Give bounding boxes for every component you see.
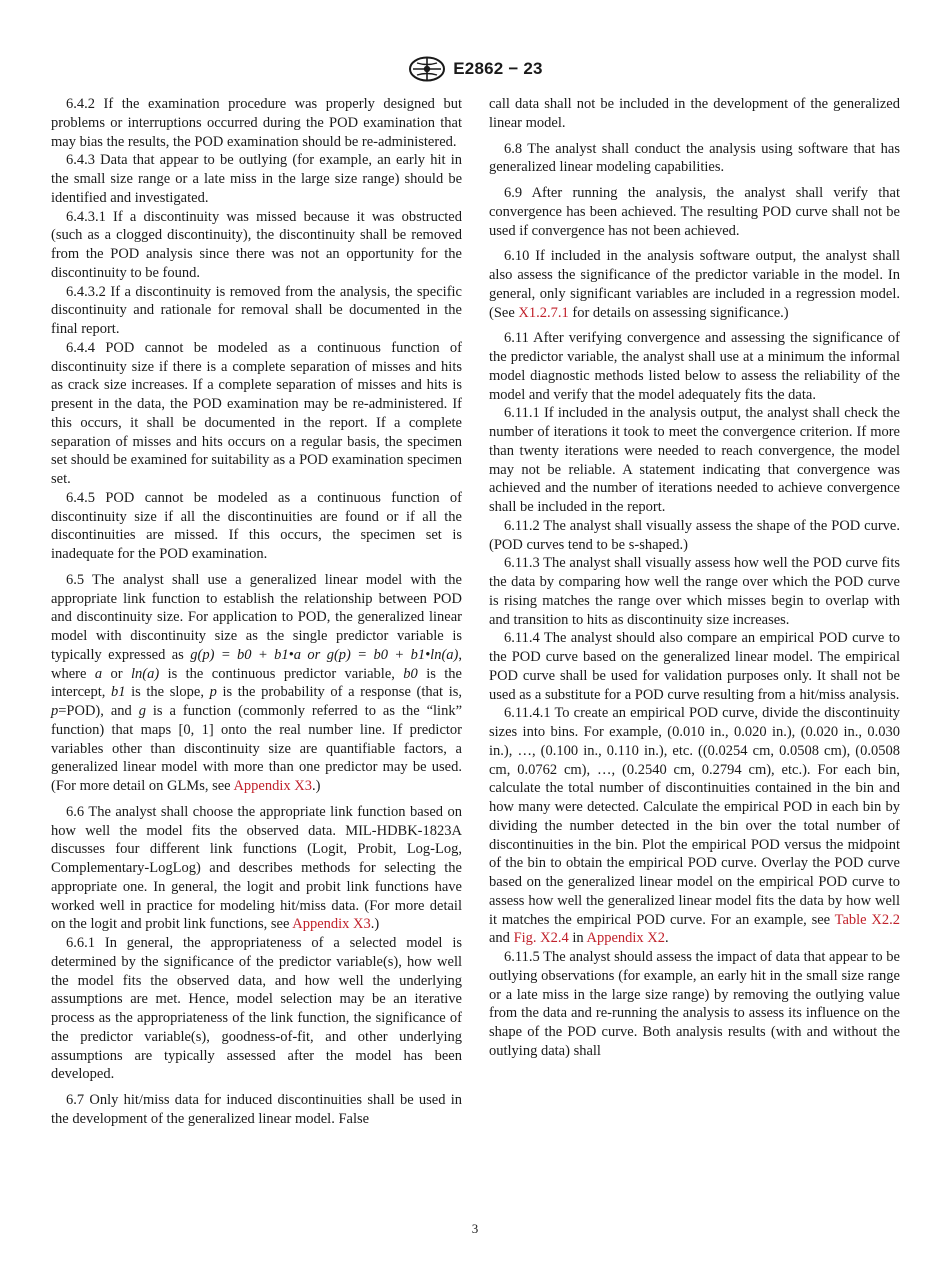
section-6-6: 6.6 The analyst shall choose the appropriate link function based on how well the model fits the observed data. MIL-HDBK-1823A discusses four different link functions (Logit, Probit, Log-Log, Complementary-LogLog) and describes methods for selecting the appropriate one. In general, the logit and probit link functions have worked well in practice for modeling hit/miss data. (For more detail on the logit and probit link functions, see Appendix X3.) [51,803,462,933]
section-6-11-4-1: 6.11.4.1 To create an empirical POD curve, divide the discontinuity sizes into bins. For example, (0.010 in., 0.020 in.), (0.020 in., 0.030 in.), …, (0.100 in., 0.110 in.), etc. ((0.0254 cm, 0.0508 cm), (0.0508 cm, 0.0762 cm), …, (0.2540 cm, 0.2794 cm), etc.). For each bin, calculate the total number of discontinuities contained in the bin and how many were detected. Calculate the empirical POD in each bin by dividing the number detected in the bin over the total number of discontinuities in the bin. Plot the empirical POD versus the midpoint of the bin to obtain the empirical POD curve. Overlay the POD curve based on the generalized linear model on the empirical POD curve to assess how well the generalized linear model fits the data by how well it matches the empirical POD curve. For an example, see Table X2.2 and Fig. X2.4 in Appendix X2. [489,705,900,947]
right-column [489,95,900,1061]
page-number: 3 [471,1221,479,1236]
section-6-11-4: 6.11.4 The analyst should also compare an empirical POD curve to the POD curve based on the generalized linear model. The empirical POD curve shall be used for validation purposes only. It shall not be used as a substitute for a POD curve resulting from a hit/miss analysis. [489,630,900,703]
section-6-11-1: 6.11.1 If included in the analysis output, the analyst shall check the number of iterations it took to meet the convergence criterion. If more than twenty iterations were needed to reach convergence, the model may not be reliable. A statement indicating that convergence was achieved and the number of iterations needed to achieve convergence shall be included in the report. [489,405,900,515]
section-6-11-5: 6.11.5 The analyst should assess the impact of data that appear to be outlying observations (for example, an early hit in the small size range or a late miss in the large size range) by removing the outlying value from the data and re-running the analysis to assess its influence on the shape of the POD curve. Both analysis results (with and without the outlying data) shall [489,949,900,1059]
appendix-x3-link[interactable]: Appendix X3 [292,916,371,933]
section-6-7-continued: call data shall not be included in the development of the generalized linear model. [489,96,900,131]
section-6-9: 6.9 After running the analysis, the analyst shall verify that convergence has been achieved. The resulting POD curve shall not be used if convergence has not been achieved. [489,185,900,239]
section-6-11-2: 6.11.2 The analyst shall visually assess the shape of the POD curve. (POD curves tend to be s-shaped.) [489,517,900,553]
section-6-4-4: 6.4.4 POD cannot be modeled as a continuous function of discontinuity size if there is a complete separation of misses and hits as crack size increases. If a complete separation of misses and hits is present in the data, the POD examination may be re-administered. If this occurs, it shall be documented in the report. If a complete separation of misses and hits occurs on a regular basis, the specimen set should be examined for suitability as a POD examination specimen set. [51,339,462,487]
section-6-4-3-2: 6.4.3.2 If a discontinuity is removed from the analysis, the specific discontinuity and rationale for removal shall be documented in the final report. [51,283,462,337]
page-header [0,56,950,82]
section-6-4-3: 6.4.3 Data that appear to be outlying (for example, an early hit in the small size range or a late miss in the large size range) should be identified and investigated. [51,152,462,206]
left-column [51,95,462,1129]
astm-logo-icon [407,56,447,82]
section-6-4-5: 6.4.5 POD cannot be modeled as a continuous function of discontinuity size if all the discontinuities are found or if all the discontinuities are missed. If this occurs, the specimen set is inadequate for the POD examination. [51,489,462,562]
section-6-4-2: 6.4.2 If the examination procedure was properly designed but problems or interruptions occurred during the POD examination that may bias the results, the POD examination should be re-administered. [51,96,462,150]
table-x2-2-link[interactable]: Table X2.2 [834,911,900,928]
appendix-x3-link[interactable]: Appendix X3 [233,778,312,794]
document-id: E2862 − 23 [453,59,543,78]
glm-equation: g(p) = b0 + b1•a or g(p) = b0 + b1•ln(a) [190,646,459,663]
x1-2-7-1-link[interactable]: X1.2.7.1 [518,304,569,321]
section-6-7: 6.7 Only hit/miss data for induced discontinuities shall be used in the development of the generalized linear model. False [51,1092,462,1127]
section-6-4-3-1: 6.4.3.1 If a discontinuity was missed because it was obstructed (such as a clogged discontinuity), the discontinuity shall be removed from the POD analysis since there was not an opportunity for the discontinuity to be found. [51,208,462,281]
section-6-10: 6.10 If included in the analysis software output, the analyst shall also assess the significance of the predictor variable in the model. In general, only significant variables are included in a regression model. (See X1.2.7.1 for details on assessing significance.) [489,248,900,321]
section-6-11: 6.11 After verifying convergence and assessing the significance of the predictor variable, the analyst shall use at a minimum the informal model diagnostic methods listed below to assess the reliability of the model and verify that the model adequately fits the data. [489,330,900,403]
fig-x2-4-link[interactable]: Fig. X2.4 [513,930,569,947]
section-6-6-1: 6.6.1 In general, the appropriateness of a selected model is determined by the significance of the predictor variable(s), how well the model fits the observed data, and how well the underlying assumptions are met. Hence, model selection may be an iterative process as the appropriateness of the link function, the significance of the predictor variable(s), goodness-of-fit, and other underlying assumptions are typically assessed after the model has been developed. [51,935,462,1083]
appendix-x2-link[interactable]: Appendix X2 [586,930,666,947]
section-6-8: 6.8 The analyst shall conduct the analysis using software that has generalized linear modeling capabilities. [489,140,900,176]
section-6-11-3: 6.11.3 The analyst shall visually assess how well the POD curve fits the data by comparing how well the range over which the POD curve is rising matches the range over which misses begin to overlap with and transition to hits as discontinuity size increases. [489,555,900,628]
section-6-5: 6.5 The analyst shall use a generalized linear model with the appropriate link function to establish the relationship between POD and discontinuity size. For application to POD, the generalized linear model with discontinuity size as the single predictor variable is typically expressed as g(p) = b0 + b1•a or g(p) = b0 + b1•ln(a), where a or ln(a) is the continuous predictor variable, b0 is the intercept, b1 is the slope, p is the probability of a response (that is, p=POD), and g is a function (commonly referred to as the “link” function) that maps [0, 1] onto the real number line. If predictor variables other than discontinuity size are quantifiable factors, a generalized linear model with more than one predictor may be used. (For more detail on GLMs, see Appendix X3.) [51,571,463,794]
